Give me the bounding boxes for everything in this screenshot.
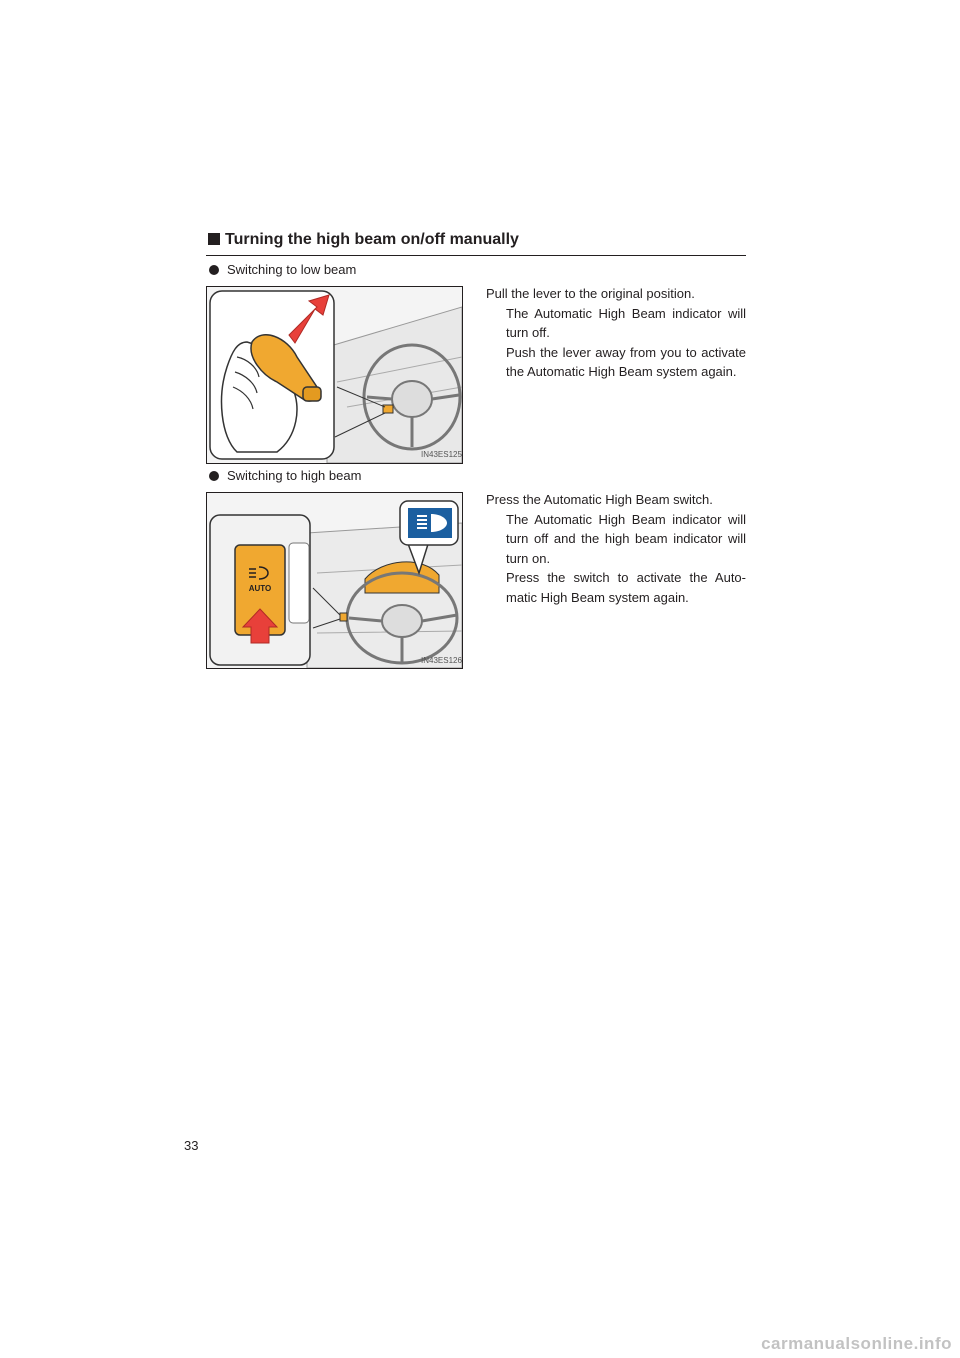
instruction-high-beam-note-2: Press the switch to activate the Auto-matic High Beam system again.: [506, 570, 746, 605]
round-bullet-icon: [209, 471, 219, 481]
instruction-low-beam-lead: Pull the lever to the original position.: [486, 286, 695, 301]
figure-code-1: IN43ES125: [421, 450, 462, 459]
round-bullet-icon: [209, 265, 219, 275]
bullet-low-beam-text: Switching to low beam: [227, 262, 357, 277]
page-number: 33: [184, 1138, 199, 1153]
section-heading-text: Turning the high beam on/off manually: [225, 231, 519, 248]
figure-code-2: IN43ES126: [421, 656, 462, 665]
watermark: carmanualsonline.info: [761, 1334, 952, 1353]
bullet-low-beam: [206, 261, 356, 279]
instruction-high-beam-lead: Press the Automatic High Beam switch.: [486, 492, 713, 507]
lever-illustration: [207, 287, 462, 463]
figure-auto-switch: [206, 492, 463, 669]
figure-lever-pull: [206, 286, 463, 464]
instruction-low-beam-note-1: The Automatic High Beam indicator will turn off.: [506, 305, 746, 340]
instruction-high-beam: [486, 490, 746, 607]
instruction-high-beam-note-1: The Automatic High Beam indicator will turn off and the high beam indicator will turn on.: [506, 511, 746, 566]
instruction-low-beam: [486, 284, 746, 382]
bullet-high-beam-text: Switching to high beam: [227, 468, 362, 483]
section-heading: [206, 229, 746, 256]
instruction-low-beam-note-2: Push the lever away from you to activate the Automatic High Beam system again.: [506, 344, 746, 379]
square-bullet-icon: [208, 233, 220, 245]
switch-illustration: [207, 493, 462, 668]
bullet-high-beam: [206, 467, 361, 485]
auto-switch-label: AUTO: [248, 584, 272, 593]
